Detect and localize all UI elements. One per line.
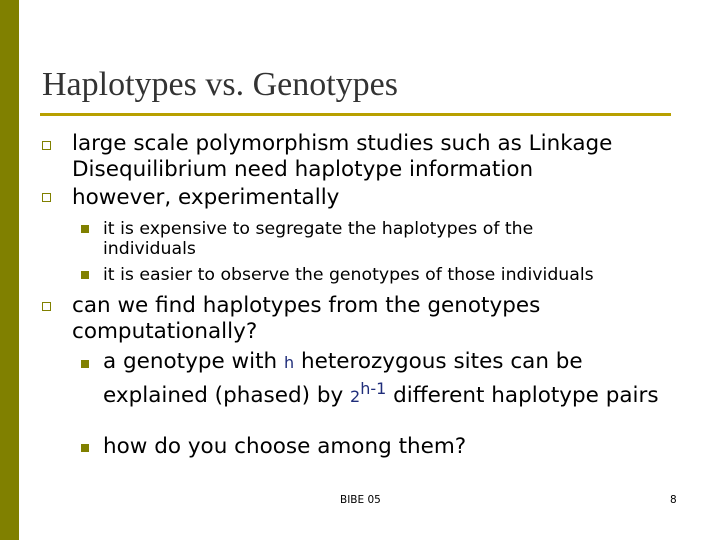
footer-label: BIBE 05 xyxy=(340,494,381,506)
math-exponent: h-1 xyxy=(360,379,387,398)
genotype-text-pre: a genotype with xyxy=(103,349,284,374)
subbullet-easier-observe: it is easier to observe the genotypes of those individuals xyxy=(103,265,594,285)
open-square-bullet-icon xyxy=(42,193,51,202)
left-accent-bar xyxy=(0,0,19,540)
filled-square-bullet-icon xyxy=(81,271,89,279)
subbullet-expensive-segregate: it is expensive to segregate the haplotypes of the individuals xyxy=(103,219,534,259)
genotype-text-post: different haplotype pairs xyxy=(386,383,659,408)
math-variable-h: h xyxy=(283,353,295,372)
math-base-2: 2 xyxy=(350,387,361,406)
filled-square-bullet-icon xyxy=(81,225,89,233)
filled-square-bullet-icon xyxy=(81,360,89,368)
open-square-bullet-icon xyxy=(42,302,51,311)
bullet-linkage-disequilibrium: large scale polymorphism studies such as Linkage Disequilibrium need haplotype information xyxy=(72,131,613,182)
subbullet-choose-among: how do you choose among them? xyxy=(103,434,467,459)
slide-title: Haplotypes vs. Genotypes xyxy=(42,66,399,103)
title-underline xyxy=(40,113,671,116)
genotype-text-mid: heterozygous sites can be explained (phased) by xyxy=(103,349,583,408)
open-square-bullet-icon xyxy=(42,141,51,150)
bullet-find-haplotypes: can we find haplotypes from the genotypes computationally? xyxy=(72,293,541,344)
page-number: 8 xyxy=(670,494,677,506)
filled-square-bullet-icon xyxy=(81,444,89,452)
bullet-experimentally: however, experimentally xyxy=(72,185,340,210)
subbullet-genotype-phased xyxy=(103,349,693,410)
